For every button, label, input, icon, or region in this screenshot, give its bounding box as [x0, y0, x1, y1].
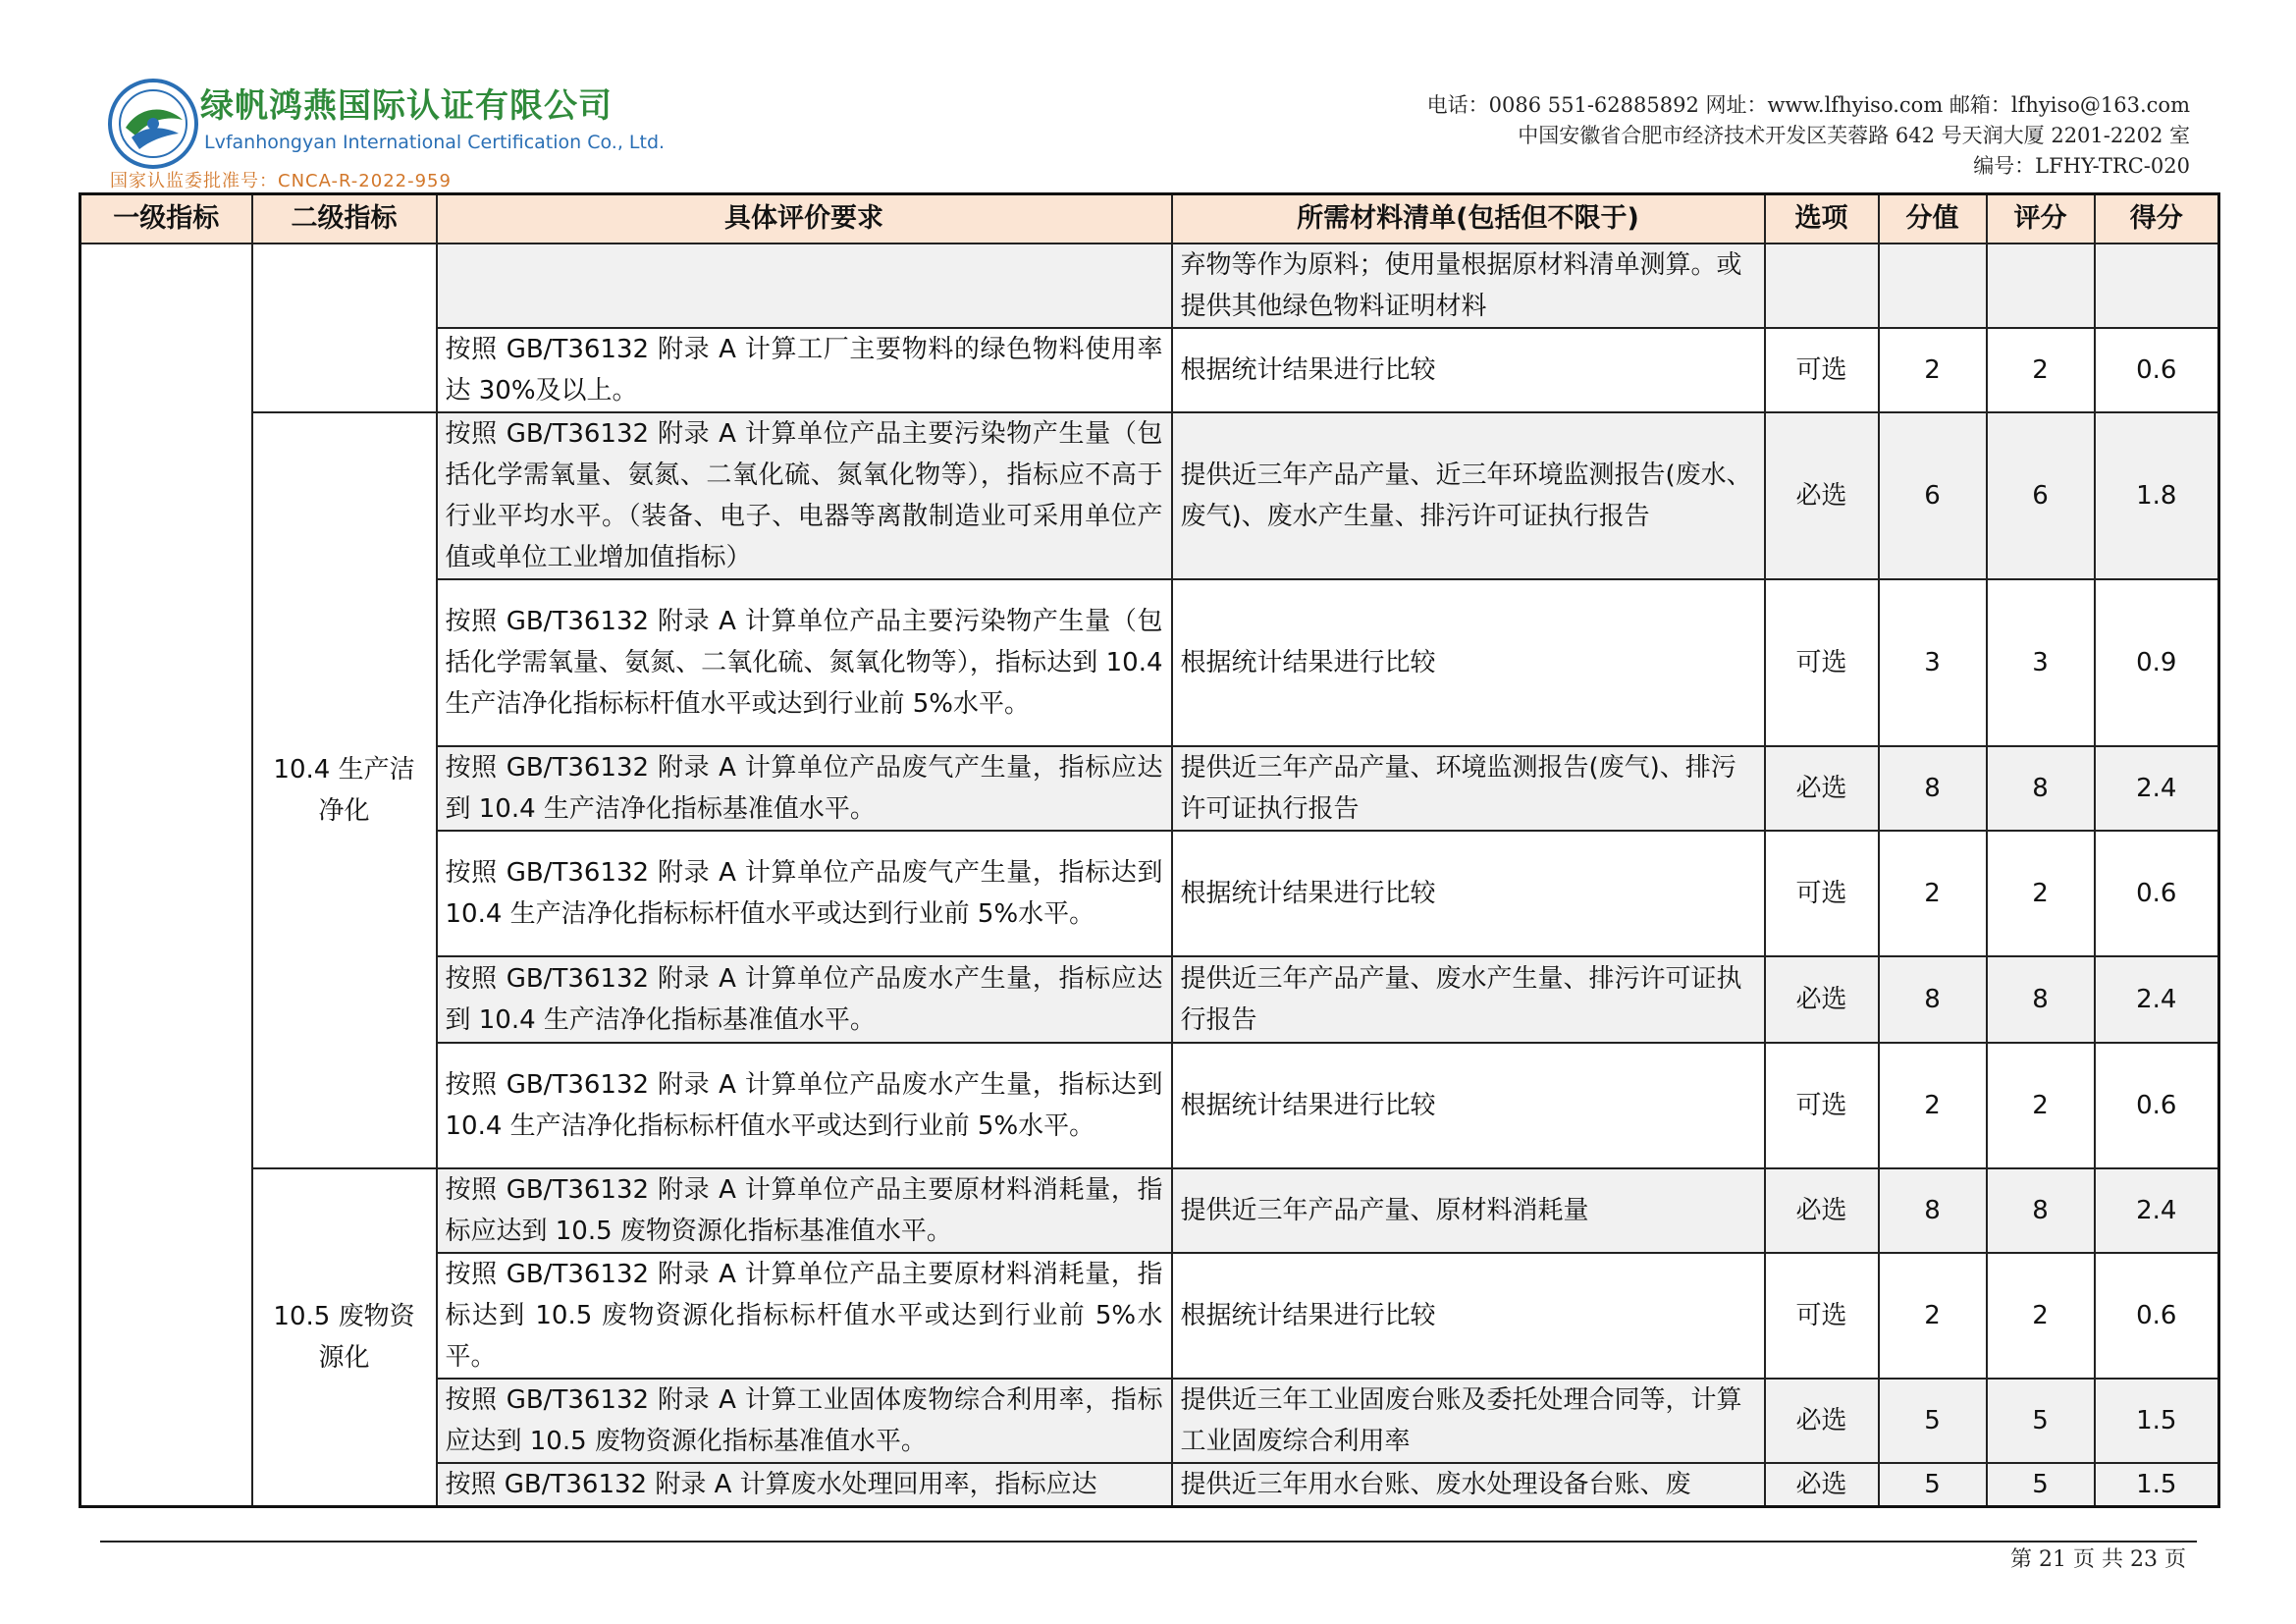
score-cell [2095, 244, 2219, 328]
max-score-cell: 2 [1879, 1043, 1987, 1168]
rating-cell: 8 [1987, 956, 2095, 1043]
materials-cell: 提供近三年产品产量、环境监测报告(废气)、排污许可证执行报告 [1172, 746, 1765, 831]
rating-cell: 6 [1987, 412, 2095, 579]
requirement-cell: 按照 GB/T36132 附录 A 计算单位产品主要污染物产生量（包括化学需氧量、氨氮、二氧化硫、氮氧化物等），指标应不高于行业平均水平。（装备、电子、电器等离散制造业可采用单位产值或单位工业增加值指标） [437, 412, 1172, 579]
option-cell: 必选 [1765, 956, 1879, 1043]
max-score-cell: 8 [1879, 956, 1987, 1043]
level2-indicator-cell: 10.4 生产洁净化 [252, 412, 437, 1168]
rating-cell: 8 [1987, 746, 2095, 831]
rating-cell: 2 [1987, 1043, 2095, 1168]
page-number: 第 21 页 共 23 页 [2010, 1547, 2186, 1572]
table-row [80, 412, 2219, 579]
option-cell: 可选 [1765, 328, 1879, 412]
certification-seal-icon [106, 77, 200, 171]
contact-line: 电话：0086 551-62885892 网址：www.lfhyiso.com 邮箱：lfhyiso@163.com [1426, 93, 2190, 117]
max-score-cell: 3 [1879, 579, 1987, 746]
column-header: 选项 [1765, 194, 1879, 244]
materials-cell: 提供近三年工业固废台账及委托处理合同等，计算工业固废综合利用率 [1172, 1379, 1765, 1463]
materials-cell: 弃物等作为原料；使用量根据原材料清单测算。或提供其他绿色物料证明材料 [1172, 244, 1765, 328]
option-cell: 可选 [1765, 1253, 1879, 1379]
score-cell: 2.4 [2095, 746, 2219, 831]
column-header: 得分 [2095, 194, 2219, 244]
column-header: 分值 [1879, 194, 1987, 244]
level1-indicator-cell [80, 244, 252, 1507]
requirement-cell [437, 244, 1172, 328]
score-cell: 0.6 [2095, 328, 2219, 412]
score-cell: 1.8 [2095, 412, 2219, 579]
evaluation-table [79, 192, 2217, 1508]
rating-cell: 5 [1987, 1463, 2095, 1507]
requirement-cell: 按照 GB/T36132 附录 A 计算单位产品废气产生量，指标应达到 10.4 生产洁净化指标基准值水平。 [437, 746, 1172, 831]
rating-cell: 2 [1987, 831, 2095, 956]
requirement-cell: 按照 GB/T36132 附录 A 计算工业固体废物综合利用率，指标应达到 10.5 废物资源化指标基准值水平。 [437, 1379, 1172, 1463]
level2-indicator-cell [252, 244, 437, 412]
score-cell: 0.6 [2095, 1043, 2219, 1168]
rating-cell: 5 [1987, 1379, 2095, 1463]
footer-divider [100, 1541, 2197, 1543]
max-score-cell: 5 [1879, 1379, 1987, 1463]
materials-cell: 根据统计结果进行比较 [1172, 1253, 1765, 1379]
materials-cell: 提供近三年产品产量、废水产生量、排污许可证执行报告 [1172, 956, 1765, 1043]
materials-cell: 根据统计结果进行比较 [1172, 328, 1765, 412]
option-cell [1765, 244, 1879, 328]
column-header: 评分 [1987, 194, 2095, 244]
rating-cell: 3 [1987, 579, 2095, 746]
requirement-cell: 按照 GB/T36132 附录 A 计算单位产品主要原材料消耗量，指标达到 10.5 废物资源化指标标杆值水平或达到行业前 5%水平。 [437, 1253, 1172, 1379]
approval-number: 国家认监委批准号：CNCA-R-2022-959 [110, 171, 452, 191]
score-cell: 0.6 [2095, 1253, 2219, 1379]
score-cell: 2.4 [2095, 1168, 2219, 1253]
table-row [80, 1168, 2219, 1253]
column-header: 所需材料清单(包括但不限于) [1172, 194, 1765, 244]
score-cell: 1.5 [2095, 1463, 2219, 1507]
requirement-cell: 按照 GB/T36132 附录 A 计算废水处理回用率，指标应达 [437, 1463, 1172, 1507]
score-cell: 2.4 [2095, 956, 2219, 1043]
rating-cell: 2 [1987, 328, 2095, 412]
materials-cell: 根据统计结果进行比较 [1172, 1043, 1765, 1168]
max-score-cell: 2 [1879, 831, 1987, 956]
table-row [80, 244, 2219, 328]
score-cell: 0.6 [2095, 831, 2219, 956]
max-score-cell: 6 [1879, 412, 1987, 579]
materials-cell: 提供近三年产品产量、原材料消耗量 [1172, 1168, 1765, 1253]
materials-cell: 提供近三年产品产量、近三年环境监测报告(废水、废气)、废水产生量、排污许可证执行报告 [1172, 412, 1765, 579]
option-cell: 必选 [1765, 746, 1879, 831]
score-cell: 1.5 [2095, 1379, 2219, 1463]
column-header: 一级指标 [80, 194, 252, 244]
max-score-cell: 8 [1879, 1168, 1987, 1253]
requirement-cell: 按照 GB/T36132 附录 A 计算单位产品废气产生量，指标达到 10.4 生产洁净化指标标杆值水平或达到行业前 5%水平。 [437, 831, 1172, 956]
option-cell: 必选 [1765, 1463, 1879, 1507]
option-cell: 可选 [1765, 1043, 1879, 1168]
requirement-cell: 按照 GB/T36132 附录 A 计算单位产品废水产生量，指标达到 10.4 生产洁净化指标标杆值水平或达到行业前 5%水平。 [437, 1043, 1172, 1168]
column-header: 具体评价要求 [437, 194, 1172, 244]
company-name-en: Lvfanhongyan International Certification Co., Ltd. [204, 132, 666, 153]
materials-cell: 根据统计结果进行比较 [1172, 831, 1765, 956]
rating-cell: 8 [1987, 1168, 2095, 1253]
option-cell: 必选 [1765, 1168, 1879, 1253]
max-score-cell: 8 [1879, 746, 1987, 831]
materials-cell: 提供近三年用水台账、废水处理设备台账、废 [1172, 1463, 1765, 1507]
requirement-cell: 按照 GB/T36132 附录 A 计算工厂主要物料的绿色物料使用率达 30%及以上。 [437, 328, 1172, 412]
max-score-cell: 2 [1879, 328, 1987, 412]
score-cell: 0.9 [2095, 579, 2219, 746]
max-score-cell: 2 [1879, 1253, 1987, 1379]
address-line: 中国安徽省合肥市经济技术开发区芙蓉路 642 号天润大厦 2201-2202 室 [1518, 124, 2190, 147]
requirement-cell: 按照 GB/T36132 附录 A 计算单位产品主要原材料消耗量，指标应达到 10.5 废物资源化指标基准值水平。 [437, 1168, 1172, 1253]
option-cell: 必选 [1765, 412, 1879, 579]
company-logo [106, 71, 666, 191]
option-cell: 必选 [1765, 1379, 1879, 1463]
contact-block [1427, 90, 2190, 182]
document-number: 编号：LFHY-TRC-020 [1973, 154, 2190, 178]
requirement-cell: 按照 GB/T36132 附录 A 计算单位产品主要污染物产生量（包括化学需氧量、氨氮、二氧化硫、氮氧化物等），指标达到 10.4 生产洁净化指标标杆值水平或达到行业前 5%水平。 [437, 579, 1172, 746]
column-header: 二级指标 [252, 194, 437, 244]
rating-cell [1987, 244, 2095, 328]
max-score-cell: 5 [1879, 1463, 1987, 1507]
company-name-cn: 绿帆鸿燕国际认证有限公司 [200, 86, 613, 126]
materials-cell: 根据统计结果进行比较 [1172, 579, 1765, 746]
option-cell: 可选 [1765, 579, 1879, 746]
requirement-cell: 按照 GB/T36132 附录 A 计算单位产品废水产生量，指标应达到 10.4 生产洁净化指标基准值水平。 [437, 956, 1172, 1043]
level2-indicator-cell: 10.5 废物资源化 [252, 1168, 437, 1507]
rating-cell: 2 [1987, 1253, 2095, 1379]
max-score-cell [1879, 244, 1987, 328]
table-header-row [80, 194, 2219, 244]
option-cell: 可选 [1765, 831, 1879, 956]
